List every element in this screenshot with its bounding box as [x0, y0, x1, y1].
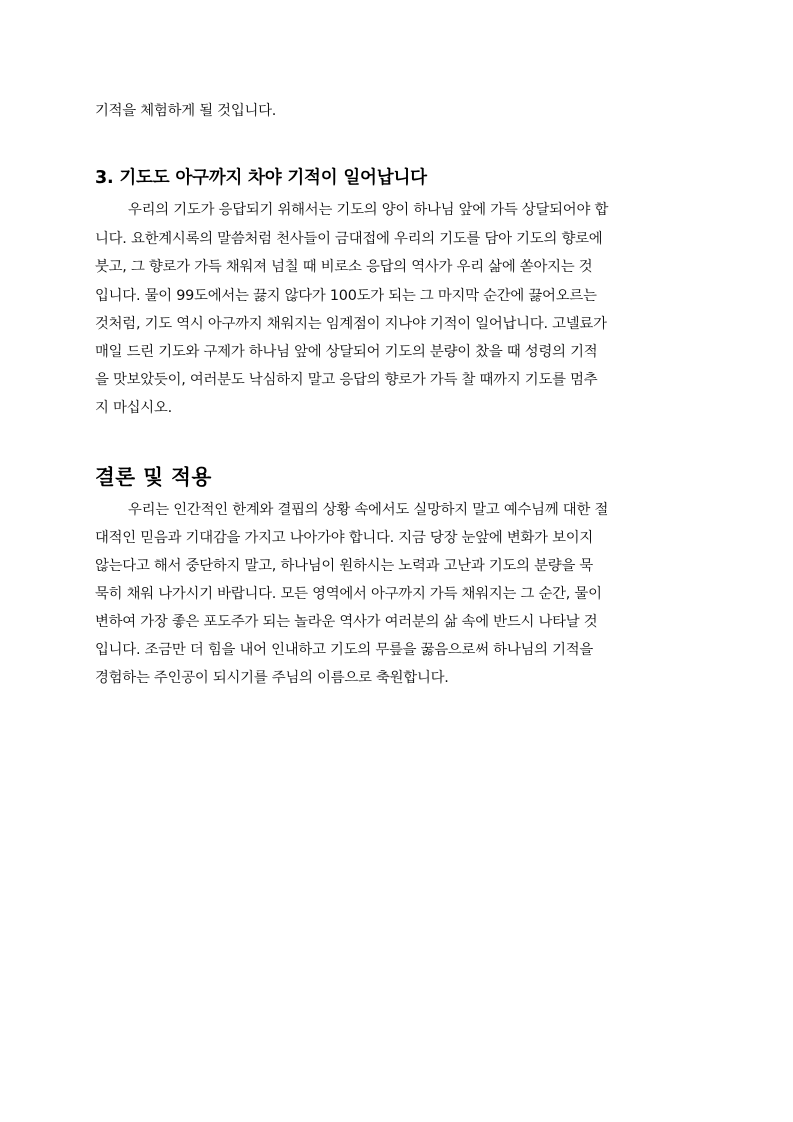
paragraph-line: 묵히 채워 나가시기 바랍니다. 모든 영역에서 아구까지 가득 채워지는 그 순간, 물이	[95, 586, 602, 602]
conclusion-heading: 결론 및 적용	[95, 465, 212, 489]
paragraph-line: 니다. 요한계시록의 말씀처럼 천사들이 금대접에 우리의 기도를 담아 기도의 향로에	[95, 231, 603, 247]
paragraph-line: 않는다고 해서 중단하지 말고, 하나님이 원하시는 노력과 고난과 기도의 분량을 묵	[95, 558, 594, 574]
paragraph-line: 붓고, 그 향로가 가득 채워져 넘칠 때 비로소 응답의 역사가 우리 삶에 쏟아지는 것	[95, 259, 593, 275]
paragraph-line: 대적인 믿음과 기대감을 가지고 나아가야 합니다. 지금 당장 눈앞에 변화가 보이지	[95, 530, 594, 546]
paragraph-line: 지 마십시오.	[95, 400, 172, 416]
paragraph-line: 을 맛보았듯이, 여러분도 낙심하지 말고 응답의 향로가 가득 찰 때까지 기도를 멈추	[95, 372, 598, 388]
paragraph-line: 우리의 기도가 응답되기 위해서는 기도의 양이 하나님 앞에 가득 상달되어야 합	[128, 202, 609, 218]
paragraph-line: 우리는 인간적인 한계와 결핍의 상황 속에서도 실망하지 말고 예수님께 대한 절	[128, 502, 609, 518]
paragraph-line: 매일 드린 기도와 구제가 하나님 앞에 상달되어 기도의 분량이 찼을 때 성령의 기적	[95, 344, 598, 360]
section-heading-3: 3. 기도도 아구까지 차야 기적이 일어납니다	[95, 168, 427, 188]
paragraph-line: 것처럼, 기도 역시 아구까지 채워지는 임계점이 지나야 기적이 일어납니다. 고넬료가	[95, 316, 607, 332]
paragraph-line: 기적을 체험하게 될 것입니다.	[95, 103, 277, 119]
paragraph-line: 경험하는 주인공이 되시기를 주님의 이름으로 축원합니다.	[95, 670, 449, 686]
paragraph-line: 입니다. 조금만 더 힘을 내어 인내하고 기도의 무릎을 꿇음으로써 하나님의 기적을	[95, 642, 594, 658]
paragraph-line: 변하여 가장 좋은 포도주가 되는 놀라운 역사가 여러분의 삶 속에 반드시 나타날 것	[95, 614, 598, 630]
paragraph-line: 입니다. 물이 99도에서는 끓지 않다가 100도가 되는 그 마지막 순간에 끓어오르는	[95, 288, 597, 304]
